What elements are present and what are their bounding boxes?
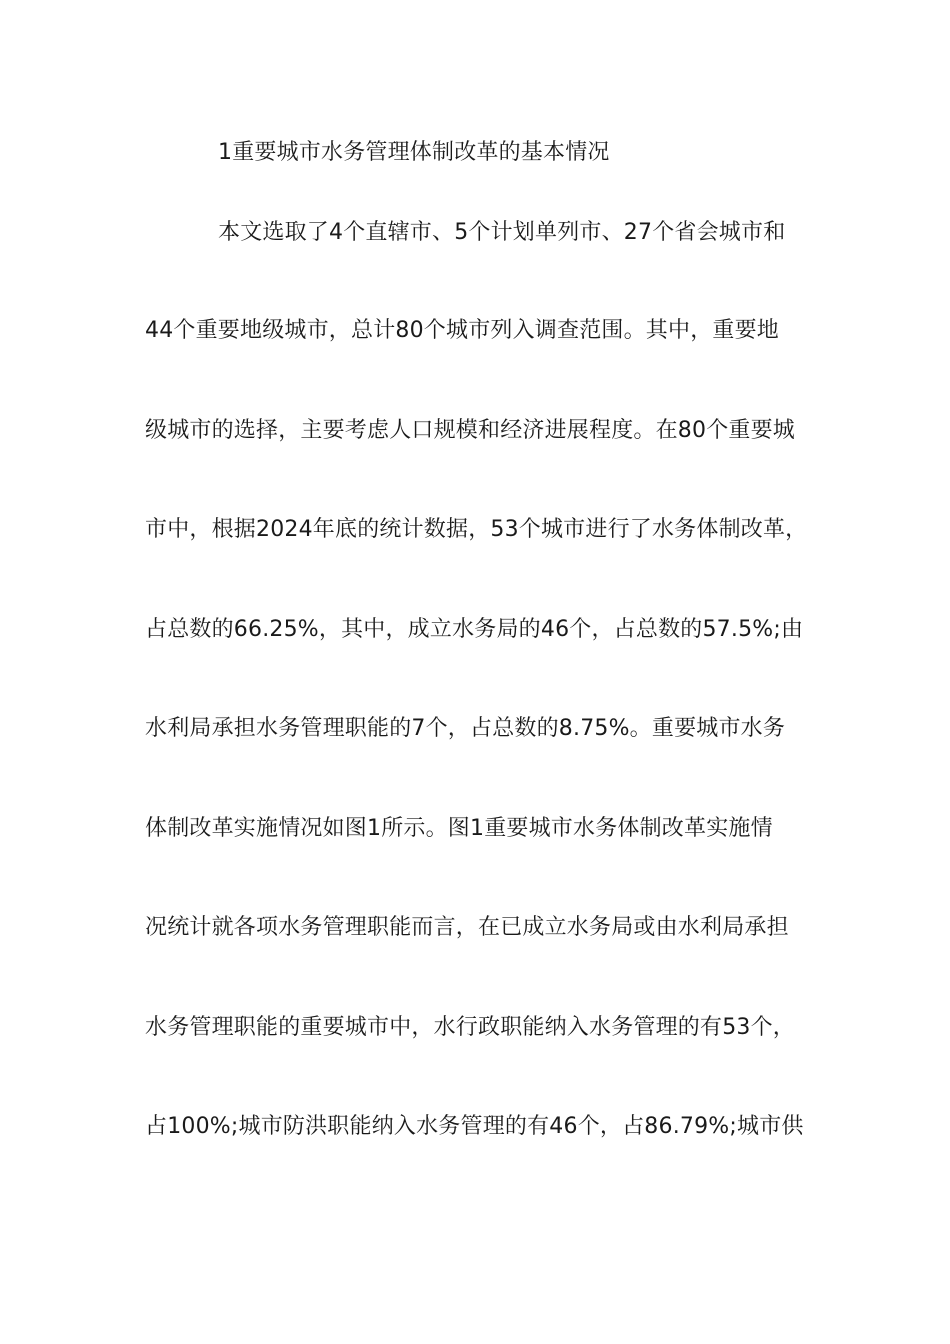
paragraph-line: 本文选取了4个直辖市、5个计划单列市、27个省会城市和 xyxy=(218,220,786,245)
paragraph-line: 市中，根据2024年底的统计数据，53个城市进行了水务体制改革， xyxy=(145,517,808,542)
paragraph-line: 体制改革实施情况如图1所示。图1重要城市水务体制改革实施情 xyxy=(145,816,773,841)
paragraph-line: 级城市的选择，主要考虑人口规模和经济进展程度。在80个重要城 xyxy=(145,418,795,443)
paragraph-line: 水务管理职能的重要城市中，水行政职能纳入水务管理的有53个， xyxy=(145,1015,795,1040)
paragraph-line: 占100%;城市防洪职能纳入水务管理的有46个，占86.79%;城市供 xyxy=(145,1114,804,1139)
section-heading: 1重要城市水务管理体制改革的基本情况 xyxy=(218,140,610,165)
paragraph-line: 44个重要地级城市，总计80个城市列入调查范围。其中，重要地 xyxy=(145,318,779,343)
paragraph-line: 水利局承担水务管理职能的7个，占总数的8.75%。重要城市水务 xyxy=(145,716,786,741)
paragraph-line: 况统计就各项水务管理职能而言，在已成立水务局或由水利局承担 xyxy=(145,915,789,940)
paragraph-line: 占总数的66.25%，其中，成立水务局的46个，占总数的57.5%;由 xyxy=(145,617,804,642)
